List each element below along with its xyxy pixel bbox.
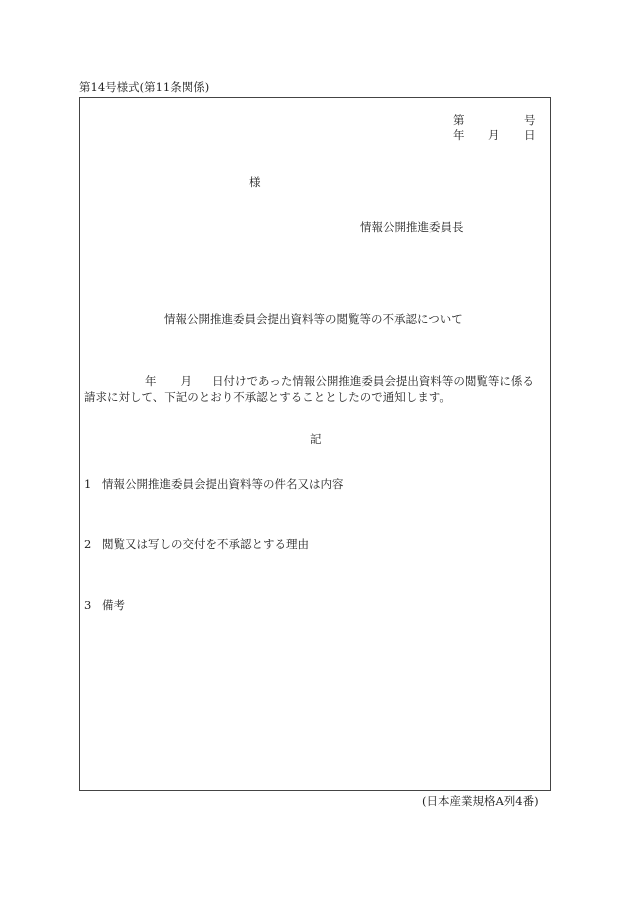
item-2-number: 2 [84,537,92,551]
item-1-label: 情報公開推進委員会提出資料等の件名又は内容 [102,477,344,491]
body-line-2: 請求に対して、下記のとおり不承認とすることとしたので通知します。 [84,390,451,404]
addressee-suffix: 様 [249,175,261,189]
ki-heading: 記 [310,432,322,446]
body-line-1-text: 日付けであった情報公開推進委員会提出資料等の閲覧等に係る [212,374,534,388]
body-line-1 [84,373,546,389]
body-paragraph [84,373,546,405]
item-2-label: 閲覧又は写しの交付を不承認とする理由 [102,537,309,551]
body-month: 月 [180,374,192,388]
document-subject: 情報公開推進委員会提出資料等の閲覧等の不承認について [164,312,463,326]
body-year: 年 [145,374,157,388]
document-number-prefix: 第 [453,113,465,127]
document-number-suffix: 号 [524,113,536,127]
item-3-number: 3 [84,598,92,612]
date-day: 日 [524,128,536,142]
date-month: 月 [488,128,500,142]
item-3-label: 備考 [102,598,125,612]
paper-size-note: (日本産業規格A列4番) [422,794,539,808]
date-year: 年 [453,128,465,142]
item-1-number: 1 [84,477,92,491]
sender-title: 情報公開推進委員長 [360,220,464,234]
form-label: 第14号様式(第11条関係) [79,80,210,94]
